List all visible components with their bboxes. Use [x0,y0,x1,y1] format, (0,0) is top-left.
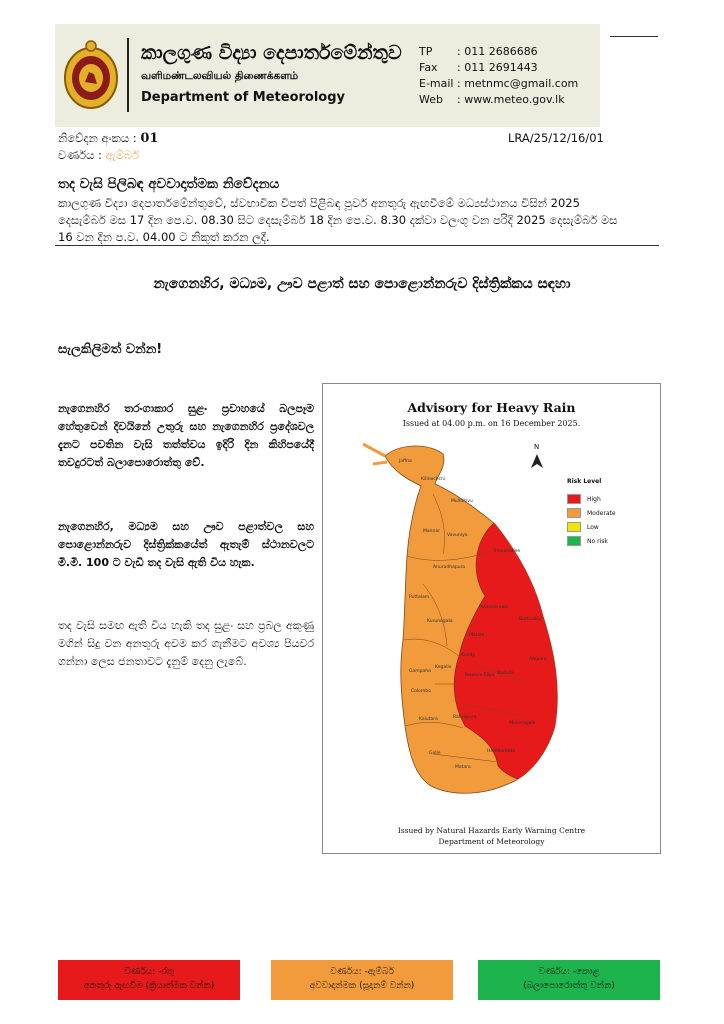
legend-swatch-low [567,522,581,532]
contact-tp: TP : 011 2686686 [419,45,538,58]
map-label-kegalle: Kegalle [435,665,452,670]
contact-email: E-mail : metnmc@gmail.com [419,77,579,90]
advisory-map [322,383,661,854]
map-label-ampara: Ampara [529,657,547,662]
contact-block [419,44,578,108]
map-label-nuwara-eliya: Nuwara Eliya [465,673,495,678]
map-title: Advisory for Heavy Rain [407,400,576,415]
legend-box-red: වර්ණය: -රතු අනතුරු ඇඟවීම (ක්‍රියාත්මක වන්න) [58,960,240,1000]
map-label-kurunegala: Kurunegala [427,619,453,624]
legend-swatch-high [567,494,581,504]
map-label-ratnapura: Ratnapura [453,715,477,720]
top-right-rule [610,36,658,37]
legend-low: Low [567,522,599,532]
north-label: N [534,443,540,451]
map-label-kilinochchi: Kilinochchi [421,477,446,482]
legend-high: High [567,494,601,504]
map-label-hambantota: Hambantota [487,749,516,754]
alert-text: සැලකිලිමත් වන්න! [58,342,163,357]
island-shape [363,444,568,793]
map-label-matara: Matara [455,765,471,770]
legend-moderate: Moderate [567,508,616,518]
map-label-badulla: Badulla [497,671,514,676]
north-arrow-icon [531,454,543,468]
notice-title: තද වැසි පිලිබඳ අවවාදාත්මක නිවේදනය [58,176,280,192]
map-label-batticaloa: Batticaloa [519,617,542,622]
header-divider [127,38,129,112]
contact-fax: Fax : 011 2691443 [419,61,538,74]
map-subtitle: Issued at 04.00 p.m. on 16 December 2025. [402,419,581,428]
sri-lanka-map [323,384,660,853]
letterhead [55,24,600,127]
map-label-kandy: Kandy [461,653,476,658]
department-name-english: Department of Meteorology [141,90,346,105]
notice-reference: LRA/25/12/16/01 [508,131,604,145]
notice-number: නිවේදන අංකය : 01 [58,131,159,146]
legend-no-risk: No risk [567,536,608,546]
districts-heading: නැගෙනහිර, මධ්‍යම, ඌව පළාත් සහ පොළොන්නරුව දිස්ත්‍රික්කය සඳහා [153,276,571,292]
map-label-jaffna: Jaffna [399,459,412,464]
sri-lanka-emblem-icon [63,38,119,112]
paragraph-3: තද වැසි සමඟ ඇති විය හැකි තද සුළං සහ ප්‍රබල අකුණු මගින් සිදු වන අනතුරු අවම කර ගැනීමට අවශ්‍ය පියවර ගන්නා ලෙස ජනතාවට දැනුම් දෙනු ලැබේ. [58,619,314,668]
map-label-polonnaruwa: Polonnaruwa [479,605,508,610]
notice-colour: වර්ණය : ඇම්බර් [58,148,140,162]
legend-box-amber: වර්ණය: -ඇම්බර් අවවාදාත්මක (සූදානම් වන්න) [271,960,453,1000]
paragraph-1: නැගෙනහිර තරංගාකාර සුළං ප්‍රවාහයේ බලපෑම හේතුවෙන් දිවයිනේ උතුරු සහ නැගෙනහිර ප්‍රදේශවල දැනට පවතින වැසි තත්ත්වය ඉදිරි දින කිහිපයේදී තවදුරටත් බලාපොරොත්තු වේ. [58,402,314,469]
map-label-vavuniya: Vavuniya [447,533,468,538]
map-label-trincomalee: Trincomalee [493,549,521,554]
map-label-gampaha: Gampaha [409,669,431,674]
map-label-galle: Galle [429,751,441,756]
map-label-anuradhapura: Anuradhapura [433,565,466,570]
map-label-kalutara: Kalutara [419,717,438,722]
map-label-mannar: Mannar [423,529,440,534]
map-label-matale: Matale [469,633,485,638]
department-name-sinhala: කාලගුණ විද්‍යා දෙපාර්තමේන්තුව [141,42,402,64]
map-label-mullaitivu: Mullaitivu [451,499,473,504]
paragraph-2: නැගෙනහිර, මධ්‍යම සහ ඌව පළාත්වල සහ පොළොන්නරුව දිස්ත්‍රික්කයේත් ඇතැම් ස්ථානවලට මි.මී. 100 ට වැඩි තද වැසි ඇති විය හැක. [58,520,314,569]
contact-web: Web : www.meteo.gov.lk [419,93,565,106]
department-name-tamil: வளிமண்டலவியல் திணைக்களம் [141,70,299,82]
legend-box-green: වර්ණය: -කොළ (බලාපොරොත්තු වන්න) [478,960,660,1000]
legend-swatch-no-risk [567,536,581,546]
map-label-colombo: Colombo [411,689,431,694]
notice-intro: කාලගුණ විද්‍යා දෙපාර්තමේන්තුවේ, ස්වභාවික විපත් පිළිබඳ පූර්ව අනතුරු ඇඟවීමේ මධ්‍යස්ථානය විසින් 2025 දෙසැම්බර් මස 17 දින පෙ.ව. 08.30 සිට දෙසැම්බර් 18 දින පෙ.ව. 8.30 දක්වා වලංගු වන පරිදි 2025 දෙසැම්බර් මස 16 වන දින ප.ව. 04.00 ට නිකුත් කරන ලදී. [58,196,618,244]
map-label-puttalam: Puttalam [409,595,430,600]
divider [55,245,659,246]
map-label-moneragala: Moneragala [509,721,536,726]
legend-swatch-moderate [567,508,581,518]
map-footer: Issued by Natural Hazards Early Warning Centre Department of Meteorology [397,826,586,846]
legend-title: Risk Level [567,478,602,485]
